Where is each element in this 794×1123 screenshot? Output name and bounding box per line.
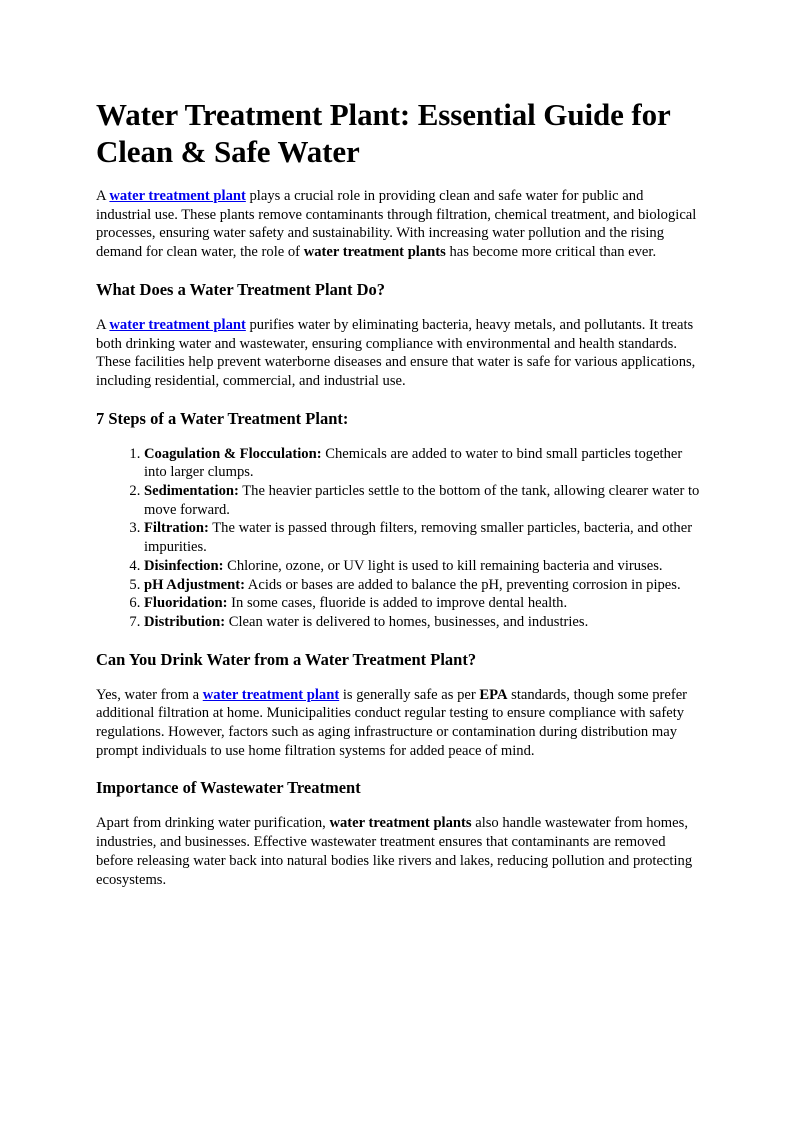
water-treatment-plant-link[interactable]: water treatment plant bbox=[109, 188, 246, 204]
section-heading-what-it-does: What Does a Water Treatment Plant Do? bbox=[96, 279, 386, 299]
drinkability-prefix: Yes, water from a bbox=[96, 686, 203, 703]
drinkability-suffix: standards, though some prefer additional filtration at home. Municipalities conduct regular testing to ensure compliance with safety regulations. However, factors such as aging infrastructure or contamination during distribution may prompt individuals to use home filtration systems for added peace of mind. bbox=[96, 686, 688, 759]
list-item bbox=[144, 482, 700, 519]
document-page bbox=[96, 96, 700, 907]
drinkability-paragraph bbox=[96, 686, 700, 761]
steps-list bbox=[96, 445, 700, 632]
list-item bbox=[144, 576, 700, 595]
wastewater-prefix: Apart from drinking water purification, bbox=[96, 815, 330, 832]
step-term: Coagulation & Flocculation: bbox=[144, 445, 322, 462]
step-term: Filtration: bbox=[144, 520, 209, 537]
intro-suffix: has become more critical than ever. bbox=[445, 244, 657, 261]
wastewater-paragraph bbox=[96, 814, 700, 889]
step-text: Chemicals are added to water to bind small particles together into larger clumps. bbox=[144, 445, 683, 481]
what-it-does-body: purifies water by eliminating bacteria, heavy metals, and pollutants. It treats both drinking water and wastewater, ensuring compliance with environmental and health standards. These facilities help prevent waterborne diseases and ensure that water is safe for various applications, including residential, commercial, and industrial use. bbox=[96, 316, 696, 389]
what-it-does-prefix: A bbox=[96, 316, 110, 333]
intro-bold-term: water treatment plants bbox=[303, 244, 446, 261]
drinkability-middle: is generally safe as per bbox=[339, 686, 480, 703]
water-treatment-plant-link[interactable]: water treatment plant bbox=[202, 686, 340, 703]
list-item bbox=[144, 445, 700, 482]
list-item bbox=[144, 594, 700, 613]
wastewater-suffix: also handle wastewater from homes, industries, and businesses. Effective wastewater treatment ensures that contaminants are removed before releasing water back into natural bodies like rivers and lakes, reducing pollution and protecting ecosystems. bbox=[96, 815, 693, 888]
step-text: Acids or bases are added to balance the pH, preventing corrosion in pipes. bbox=[244, 576, 681, 593]
section-heading-seven-steps: 7 Steps of a Water Treatment Plant: bbox=[96, 408, 349, 428]
section-heading-wastewater: Importance of Wastewater Treatment bbox=[96, 778, 361, 798]
intro-paragraph bbox=[96, 187, 700, 262]
step-term: Disinfection: bbox=[144, 557, 224, 574]
step-text: The water is passed through filters, removing smaller particles, bacteria, and other impurities. bbox=[144, 520, 693, 556]
list-item bbox=[144, 519, 700, 556]
list-item bbox=[144, 557, 700, 576]
wastewater-bold-term: water treatment plants bbox=[329, 815, 472, 832]
water-treatment-plant-link[interactable]: water treatment plant bbox=[109, 316, 246, 333]
step-term: Distribution: bbox=[144, 613, 226, 630]
step-text: Clean water is delivered to homes, businesses, and industries. bbox=[225, 613, 589, 630]
page-title: Water Treatment Plant: Essential Guide for Clean & Safe Water bbox=[96, 97, 671, 169]
step-text: The heavier particles settle to the bottom of the tank, allowing clearer water to move forward. bbox=[144, 483, 700, 518]
section-heading-drinkability: Can You Drink Water from a Water Treatment Plant? bbox=[96, 649, 477, 669]
epa-bold-term: EPA bbox=[479, 686, 508, 703]
step-text: Chlorine, ozone, or UV light is used to kill remaining bacteria and viruses. bbox=[223, 557, 663, 574]
step-text: In some cases, fluoride is added to improve dental health. bbox=[227, 595, 568, 612]
step-term: pH Adjustment: bbox=[144, 576, 245, 593]
step-term: Fluoridation: bbox=[144, 595, 228, 612]
intro-body: plays a crucial role in providing clean and safe water for public and industrial use. These plants remove contaminants through filtration, chemical treatment, and biological processes, ensuring water safety and sustainability. With increasing water pollution and the rising demand for clean water, the role of bbox=[96, 188, 697, 261]
intro-prefix: A bbox=[96, 188, 110, 204]
step-term: Sedimentation: bbox=[144, 483, 239, 500]
what-it-does-paragraph bbox=[96, 316, 700, 391]
list-item bbox=[144, 613, 700, 632]
